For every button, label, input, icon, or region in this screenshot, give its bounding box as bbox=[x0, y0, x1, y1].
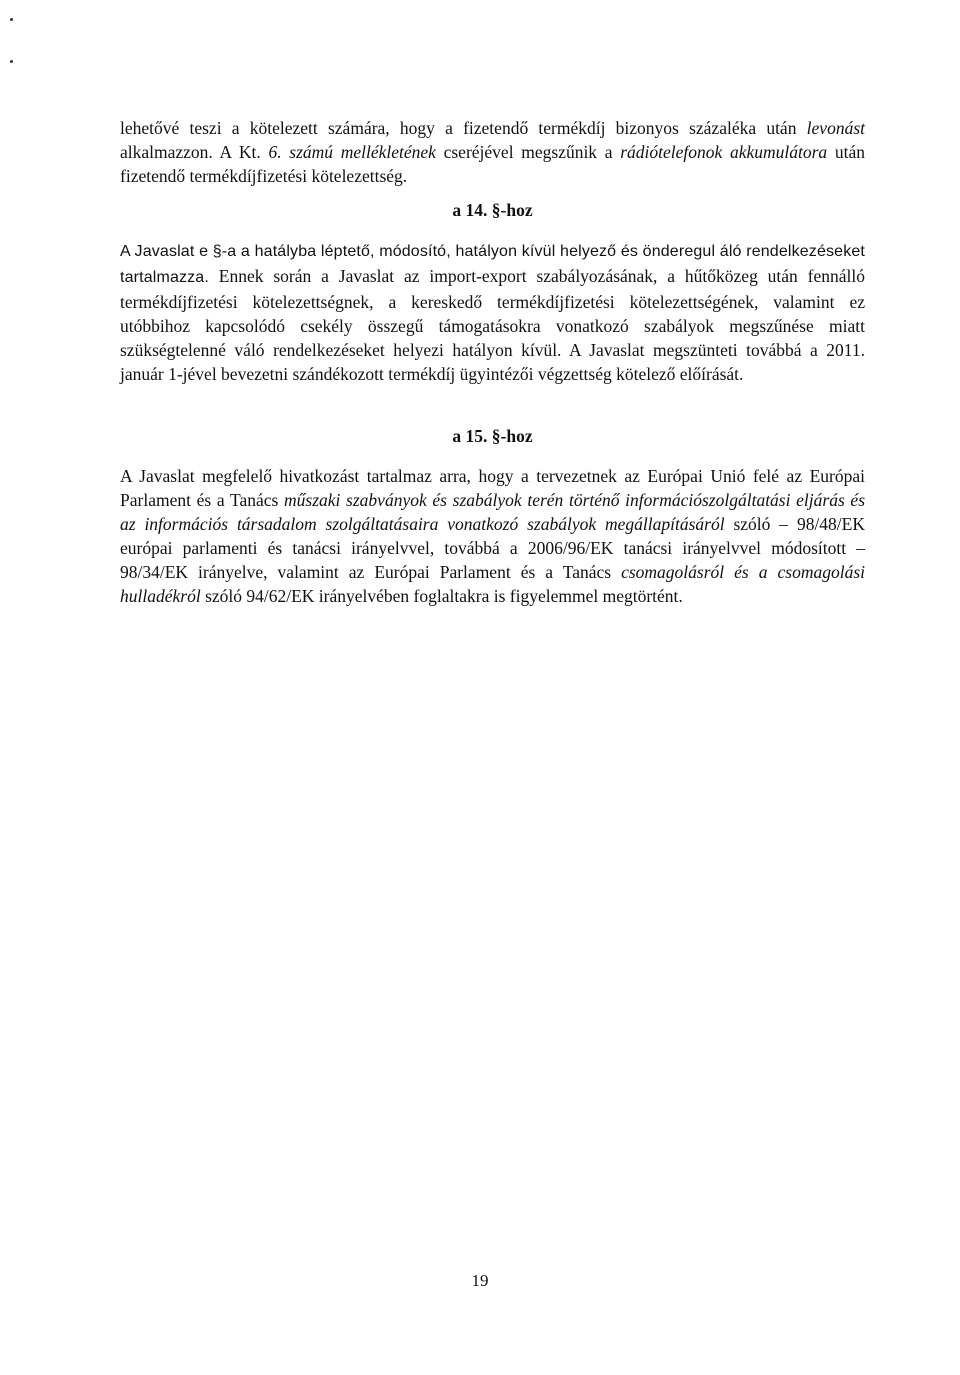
section-14-paragraph-serif-part: Ennek során a Javaslat az import-export szabályozásának, a hűtőközeg után fennálló termékdíjfizetési kötelezettségnek, a kereskedő termékdíjfizetési kötelezettségének, valamint ez utóbbihoz kapcsolódó csekély összegű támogatásokra vonatkozó szabályok megszűnése miatt szükségtelenné váló rendelkezéseket helyezi hatályon kívül. A Javaslat megszünteti továbbá a 2011. január 1-jével bevezetni szándékozott termékdíj ügyintézői végzettség kötelező előírását. bbox=[120, 266, 865, 384]
section-14-heading: a 14. §-hoz bbox=[452, 200, 533, 220]
intro-text-run: cseréjével megszűnik a bbox=[435, 142, 621, 162]
section-15-paragraph-text bbox=[120, 464, 865, 608]
section-14-paragraph-text bbox=[120, 238, 865, 386]
intro-text-italic-run: rádiótelefonok akkumulátora bbox=[620, 142, 828, 162]
page-number: 19 bbox=[471, 1271, 489, 1290]
intro-text-italic-run: levonást bbox=[806, 118, 865, 138]
section-15-text-run: A Javaslat megfelelő hivatkozást tartalmaz arra, hogy a tervezetnek az Európai Unió felé az Európai Parlament és a Tanács bbox=[120, 466, 865, 510]
section-15-paragraph bbox=[120, 464, 865, 608]
section-15-heading: a 15. §-hoz bbox=[452, 426, 533, 446]
intro-text-italic-run: 6. számú mellékletének bbox=[268, 142, 436, 162]
intro-text-run: után fizetendő termékdíjfizetési kötelezettség. bbox=[120, 142, 865, 186]
intro-text-run: alkalmazzon. A Kt. bbox=[120, 142, 269, 162]
scan-artifact-dot bbox=[10, 60, 13, 63]
intro-text-run: lehetővé teszi a kötelezett számára, hogy a fizetendő termékdíj bizonyos százaléka után bbox=[120, 118, 807, 138]
section-14-paragraph-sans-part: A Javaslat e §-a a hatályba léptető, módosító, hatályon kívül helyező és önderegul áló rendelkezéseket tartalmazza. bbox=[120, 243, 865, 286]
section-15-text-italic-run: csomagolásról és a csomagolási hulladékról bbox=[120, 562, 865, 606]
section-15-text-italic-run: műszaki szabványok és szabályok terén történő információszolgáltatási eljárás és az információs társadalom szolgáltatásaira vonatkozó szabályok megállapításáról bbox=[120, 490, 866, 534]
section-15-text-run: szóló – 98/48/EK európai parlamenti és tanácsi irányelvvel, továbbá a 2006/96/EK tanácsi irányelvvel módosított – 98/34/EK irányelve, valamint az Európai Parlament és a Tanács bbox=[120, 514, 865, 582]
section-15-text-run: szóló 94/62/EK irányelvében foglaltakra is figyelemmel megtörtént. bbox=[200, 586, 683, 606]
section-14-paragraph bbox=[120, 238, 865, 386]
intro-paragraph bbox=[120, 116, 865, 188]
scan-artifact-dot bbox=[10, 18, 13, 21]
intro-paragraph-text bbox=[120, 116, 865, 188]
